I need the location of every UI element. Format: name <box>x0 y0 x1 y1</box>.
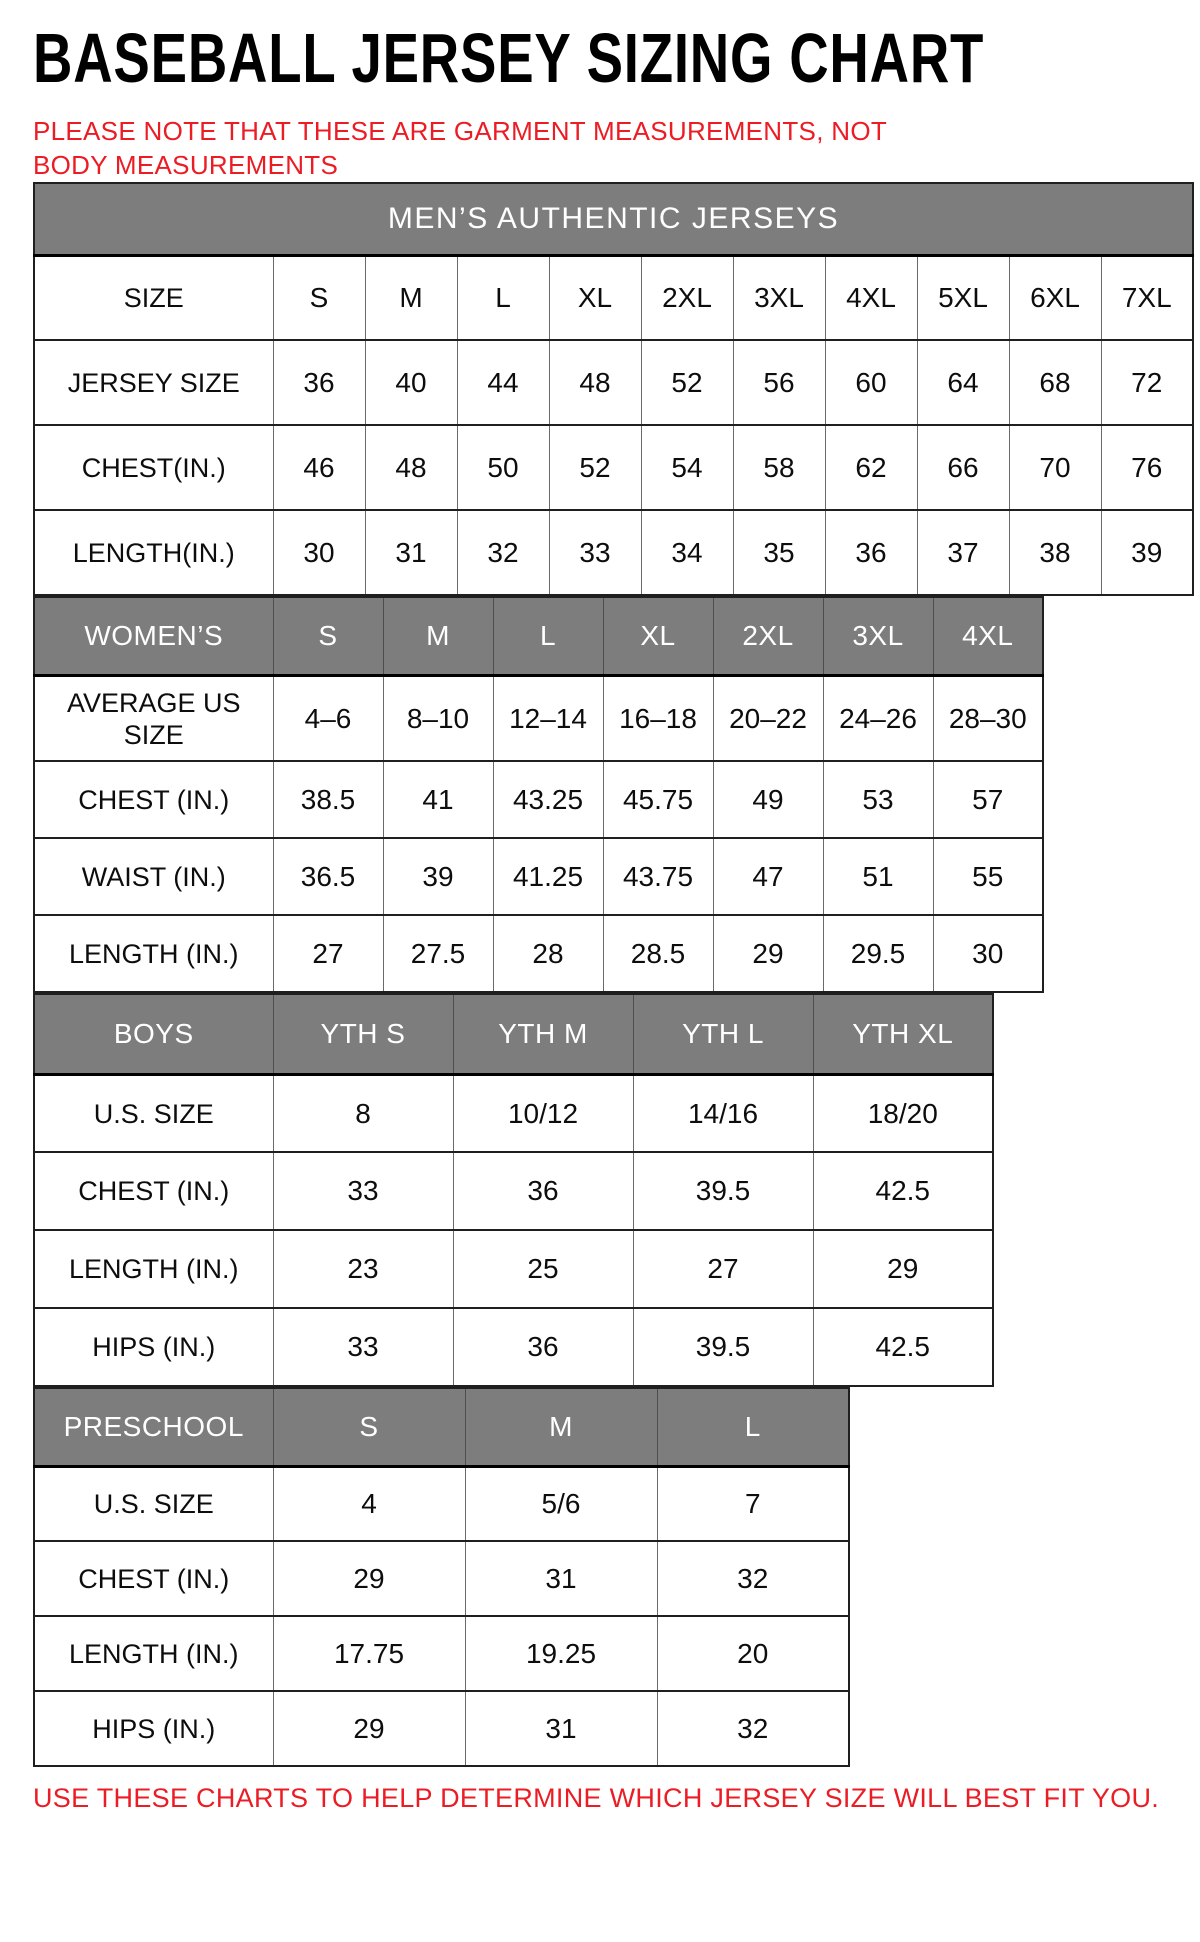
boys-row-length <box>34 1230 993 1308</box>
womens-header-row <box>34 597 1043 675</box>
cell: 31 <box>465 1691 657 1766</box>
cell: S <box>273 255 365 340</box>
cell: 38.5 <box>273 761 383 838</box>
cell: 57 <box>933 761 1043 838</box>
cell: 76 <box>1101 425 1193 510</box>
cell: 28 <box>493 915 603 992</box>
cell: 7XL <box>1101 255 1193 340</box>
row-label: CHEST (IN.) <box>34 1541 273 1616</box>
boys-row-us-size <box>34 1074 993 1152</box>
cell: 58 <box>733 425 825 510</box>
cell: 70 <box>1009 425 1101 510</box>
cell: 32 <box>457 510 549 595</box>
cell: 52 <box>549 425 641 510</box>
row-label: AVERAGE US SIZE <box>34 675 273 761</box>
cell: 39.5 <box>633 1152 813 1230</box>
cell: 30 <box>273 510 365 595</box>
cell: 29 <box>273 1691 465 1766</box>
row-label: CHEST (IN.) <box>34 761 273 838</box>
boys-row-hips <box>34 1308 993 1386</box>
mens-table-title: MEN’S AUTHENTIC JERSEYS <box>34 183 1193 255</box>
col-header: L <box>657 1388 849 1466</box>
col-header: XL <box>603 597 713 675</box>
cell: 4–6 <box>273 675 383 761</box>
row-label: LENGTH (IN.) <box>34 1230 273 1308</box>
cell: 27.5 <box>383 915 493 992</box>
cell: 36.5 <box>273 838 383 915</box>
cell: 18/20 <box>813 1074 993 1152</box>
cell: 36 <box>825 510 917 595</box>
cell: 62 <box>825 425 917 510</box>
cell: 16–18 <box>603 675 713 761</box>
col-header: 4XL <box>933 597 1043 675</box>
cell: 42.5 <box>813 1308 993 1386</box>
cell: 12–14 <box>493 675 603 761</box>
preschool-row-length <box>34 1616 849 1691</box>
cell: 55 <box>933 838 1043 915</box>
womens-row-us-size <box>34 675 1043 761</box>
mens-sizing-table <box>33 182 1194 596</box>
cell: 25 <box>453 1230 633 1308</box>
row-label: WAIST (IN.) <box>34 838 273 915</box>
preschool-sizing-table <box>33 1387 850 1767</box>
womens-row-waist <box>34 838 1043 915</box>
row-label: CHEST (IN.) <box>34 1152 273 1230</box>
cell: 48 <box>365 425 457 510</box>
cell: 29 <box>813 1230 993 1308</box>
cell: 41.25 <box>493 838 603 915</box>
cell: M <box>365 255 457 340</box>
cell: 49 <box>713 761 823 838</box>
row-label: HIPS (IN.) <box>34 1308 273 1386</box>
cell: 46 <box>273 425 365 510</box>
cell: 54 <box>641 425 733 510</box>
cell: L <box>457 255 549 340</box>
cell: 44 <box>457 340 549 425</box>
cell: 7 <box>657 1466 849 1541</box>
cell: 40 <box>365 340 457 425</box>
col-header: YTH S <box>273 994 453 1074</box>
row-label: U.S. SIZE <box>34 1074 273 1152</box>
row-label: LENGTH (IN.) <box>34 915 273 992</box>
cell: 50 <box>457 425 549 510</box>
mens-header-row <box>34 183 1193 255</box>
col-header: M <box>465 1388 657 1466</box>
mens-row-size <box>34 255 1193 340</box>
cell: 43.25 <box>493 761 603 838</box>
footer-text: USE THESE CHARTS TO HELP DETERMINE WHICH JERSEY SIZE WILL BEST FIT YOU. <box>33 1783 1160 1814</box>
col-header: YTH L <box>633 994 813 1074</box>
cell: XL <box>549 255 641 340</box>
cell: 33 <box>549 510 641 595</box>
cell: 14/16 <box>633 1074 813 1152</box>
cell: 8 <box>273 1074 453 1152</box>
cell: 36 <box>453 1308 633 1386</box>
row-label: LENGTH(IN.) <box>34 510 273 595</box>
cell: 27 <box>273 915 383 992</box>
row-label: SIZE <box>34 255 273 340</box>
cell: 72 <box>1101 340 1193 425</box>
cell: 39 <box>1101 510 1193 595</box>
preschool-row-hips <box>34 1691 849 1766</box>
cell: 42.5 <box>813 1152 993 1230</box>
cell: 31 <box>365 510 457 595</box>
cell: 36 <box>453 1152 633 1230</box>
cell: 27 <box>633 1230 813 1308</box>
cell: 38 <box>1009 510 1101 595</box>
womens-row-chest <box>34 761 1043 838</box>
preschool-header-row <box>34 1388 849 1466</box>
cell: 4 <box>273 1466 465 1541</box>
col-header: S <box>273 1388 465 1466</box>
cell: 29 <box>713 915 823 992</box>
cell: 20 <box>657 1616 849 1691</box>
boys-header-row <box>34 994 993 1074</box>
preschool-row-us-size <box>34 1466 849 1541</box>
cell: 68 <box>1009 340 1101 425</box>
row-label: LENGTH (IN.) <box>34 1616 273 1691</box>
womens-sizing-table <box>33 596 1044 993</box>
cell: 64 <box>917 340 1009 425</box>
cell: 33 <box>273 1308 453 1386</box>
cell: 60 <box>825 340 917 425</box>
cell: 43.75 <box>603 838 713 915</box>
page-title: BASEBALL JERSEY SIZING CHART <box>33 19 985 97</box>
boys-row-chest <box>34 1152 993 1230</box>
cell: 35 <box>733 510 825 595</box>
cell: 39.5 <box>633 1308 813 1386</box>
cell: 4XL <box>825 255 917 340</box>
cell: 28.5 <box>603 915 713 992</box>
cell: 45.75 <box>603 761 713 838</box>
col-header: L <box>493 597 603 675</box>
cell: 2XL <box>641 255 733 340</box>
cell: 29.5 <box>823 915 933 992</box>
cell: 36 <box>273 340 365 425</box>
cell: 17.75 <box>273 1616 465 1691</box>
cell: 41 <box>383 761 493 838</box>
row-label: JERSEY SIZE <box>34 340 273 425</box>
cell: 37 <box>917 510 1009 595</box>
womens-row-length <box>34 915 1043 992</box>
cell: 24–26 <box>823 675 933 761</box>
preschool-row-chest <box>34 1541 849 1616</box>
col-header: S <box>273 597 383 675</box>
cell: 52 <box>641 340 733 425</box>
womens-table-title: WOMEN’S <box>34 597 273 675</box>
row-label: HIPS (IN.) <box>34 1691 273 1766</box>
garment-measurements-note: PLEASE NOTE THAT THESE ARE GARMENT MEASUREMENTS, NOT BODY MEASUREMENTS <box>33 116 887 181</box>
cell: 30 <box>933 915 1043 992</box>
cell: 8–10 <box>383 675 493 761</box>
row-label: CHEST(IN.) <box>34 425 273 510</box>
col-header: M <box>383 597 493 675</box>
mens-row-jersey-size <box>34 340 1193 425</box>
mens-row-chest <box>34 425 1193 510</box>
cell: 29 <box>273 1541 465 1616</box>
cell: 53 <box>823 761 933 838</box>
col-header: YTH XL <box>813 994 993 1074</box>
boys-sizing-table <box>33 993 994 1387</box>
cell: 23 <box>273 1230 453 1308</box>
col-header: YTH M <box>453 994 633 1074</box>
cell: 32 <box>657 1691 849 1766</box>
preschool-table-title: PRESCHOOL <box>34 1388 273 1466</box>
cell: 32 <box>657 1541 849 1616</box>
cell: 5/6 <box>465 1466 657 1541</box>
cell: 51 <box>823 838 933 915</box>
cell: 39 <box>383 838 493 915</box>
col-header: 3XL <box>823 597 933 675</box>
cell: 19.25 <box>465 1616 657 1691</box>
cell: 10/12 <box>453 1074 633 1152</box>
cell: 56 <box>733 340 825 425</box>
boys-table-title: BOYS <box>34 994 273 1074</box>
cell: 33 <box>273 1152 453 1230</box>
mens-row-length <box>34 510 1193 595</box>
cell: 34 <box>641 510 733 595</box>
row-label: U.S. SIZE <box>34 1466 273 1541</box>
cell: 6XL <box>1009 255 1101 340</box>
cell: 20–22 <box>713 675 823 761</box>
cell: 66 <box>917 425 1009 510</box>
cell: 48 <box>549 340 641 425</box>
cell: 31 <box>465 1541 657 1616</box>
cell: 3XL <box>733 255 825 340</box>
cell: 47 <box>713 838 823 915</box>
cell: 5XL <box>917 255 1009 340</box>
cell: 28–30 <box>933 675 1043 761</box>
col-header: 2XL <box>713 597 823 675</box>
